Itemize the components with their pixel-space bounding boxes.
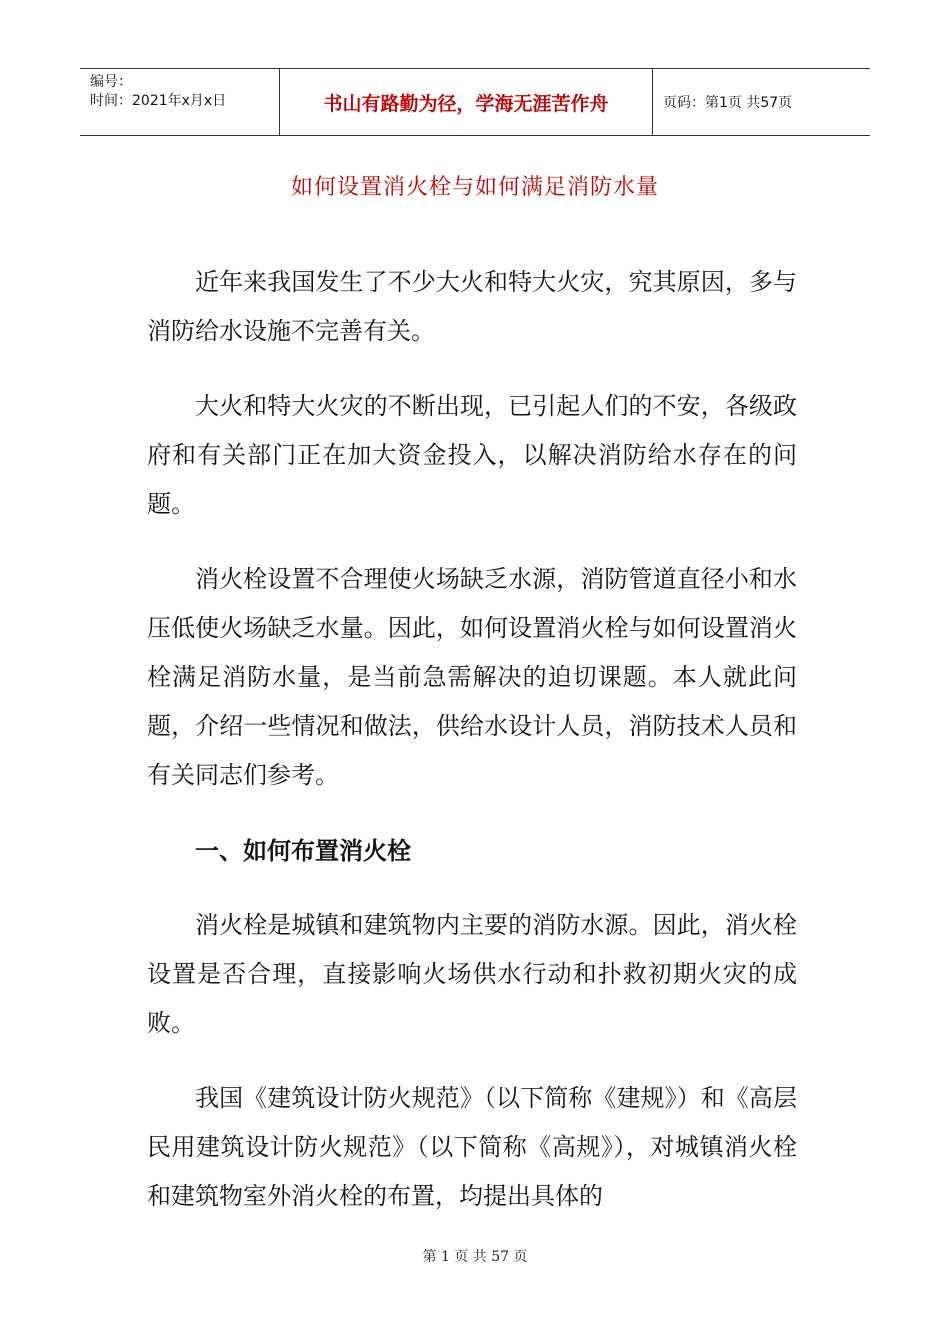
paragraph: 我国《建筑设计防火规范》（以下简称《建规》）和《高层民用建筑设计防火规范》（以下简称《高规》），对城镇消火栓和建筑物室外消火栓的布置，均提出具体的 [147,1084,797,1210]
paragraph: 近年来我国发生了不少大火和特大火灾，究其原因，多与消防给水设施不完善有关。 [147,268,797,345]
paragraph: 消火栓设置不合理使火场缺乏水源，消防管道直径小和水压低使火场缺乏水量。因此，如何设置消火栓与如何设置消火栓满足消防水量，是当前急需解决的迫切课题。本人就此问题，介绍一些情况和做法，供给水设计人员，消防技术人员和有关同志们参考。 [147,565,797,789]
paragraph: 消火栓是城镇和建筑物内主要的消防水源。因此，消火栓设置是否合理，直接影响火场供水行动和扑救初期火灾的成败。 [147,911,797,1037]
section-heading: 一、如何布置消火栓 [195,836,411,865]
page-header [80,68,870,136]
header-meta [80,69,280,135]
page-footer: 第 1 页 共 57 页 [422,1249,528,1265]
header-page-info: 页码：第1页 共57页 [663,95,793,111]
document-title: 如何设置消火栓与如何满足消防水量 [290,175,659,200]
paragraph: 大火和特大火灾的不断出现，已引起人们的不安，各级政府和有关部门正在加大资金投入，以解决消防给水存在的问题。 [147,392,797,518]
number-label: 编号： [90,74,132,90]
header-motto: 书山有路勤为径，学海无涯苦作舟 [280,69,653,135]
document-body [147,258,797,1247]
time-label: 时间：2021年x月x日 [90,93,227,109]
